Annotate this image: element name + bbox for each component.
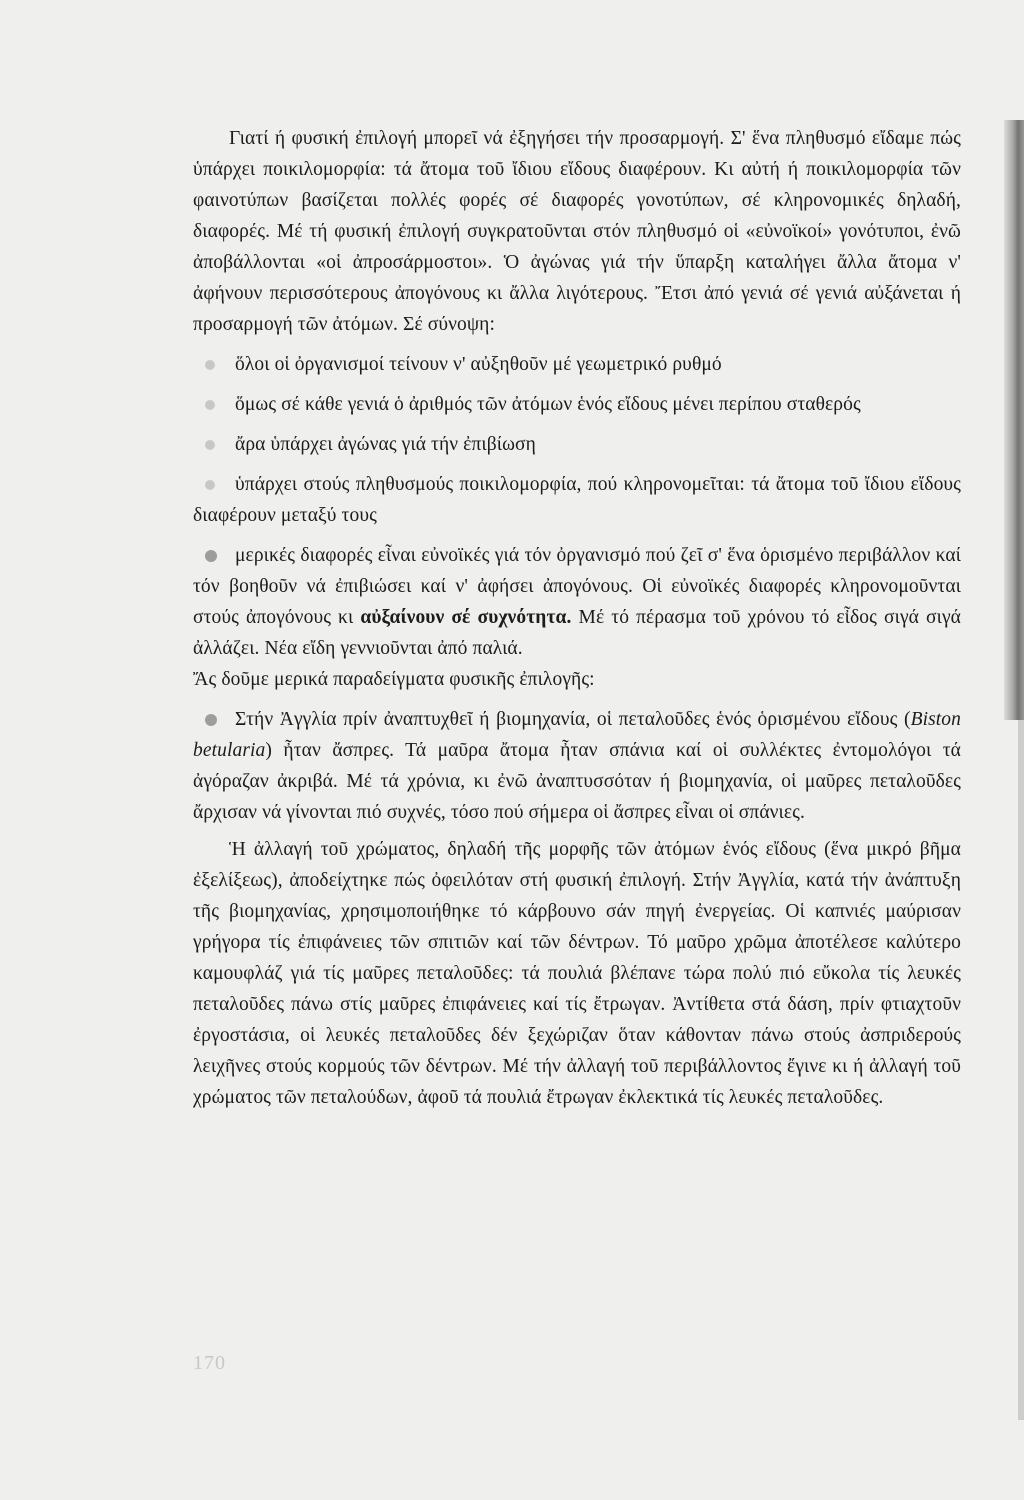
- bullet-dot-icon: [205, 714, 217, 726]
- bullet-dot-icon: [205, 360, 215, 370]
- bullet-dot-icon: [205, 400, 215, 410]
- bullet-4: ὑπάρχει στούς πληθυσμούς ποικιλομορφία, πού κληρονομεῖται: τά ἄτομα τοῦ ἴδιου εἴδους διαφέρουν μεταξύ τους: [193, 474, 961, 526]
- examples-intro: Ἄς δοῦμε μερικά παραδείγματα φυσικῆς ἐπιλογῆς:: [193, 669, 595, 690]
- body-text: [193, 123, 961, 1113]
- page-edge-shadow-lower: [1018, 720, 1024, 1420]
- emphasis-text: αὐξαίνουν σέ συχνότητα.: [360, 607, 572, 628]
- intro-paragraph: Γιατί ή φυσική ἐπιλογή μπορεῖ νά ἐξηγήσει τήν προσαρμογή. Σ' ἕνα πληθυσμό εἴδαμε πώς ὑπάρχει ποικιλομορφία: τά ἄτομα τοῦ ἴδιου εἴδους διαφέρουν. Κι αὐτή ή ποικιλομορφία τῶν φαινοτύπων βασίζεται πολλές φορές σέ διαφορές γονοτύπων, σέ κληρονομικές δηλαδή, διαφορές. Μέ τή φυσική ἐπιλογή συγκρατοῦνται στόν πληθυσμό οἱ «εὐνοϊκοί» γονότυποι, ἐνῶ ἀποβάλλονται «οἱ ἀπροσάρμοστοι». Ὁ ἀγώνας γιά τήν ὕπαρξη καταλήγει ἄλλα ἄτομα ν' ἀφήνουν περισσότερους ἀπογόνους κι ἄλλα λιγότερους. Ἔτσι ἀπό γενιά σέ γενιά αὐξάνεται ή προσαρμογή τῶν ἀτόμων. Σέ σύνοψη:: [193, 128, 961, 335]
- bullet-dot-icon: [205, 440, 215, 450]
- bullet-5: μερικές διαφορές εἶναι εὐνοϊκές γιά τόν ὀργανισμό πού ζεῖ σ' ἕνα ὁρισμένο περιβάλλον καί τόν βοηθοῦν νά ἐπιβιώσει καί ν' ἀφήσει ἀπογόνους. Οἱ εὐνοϊκές διαφορές κληρονομοῦνται στούς ἀπογόνους κι αὐξαίνουν σέ συχνότητα. Μέ τό πέρασμα τοῦ χρόνου τό εἶδος σιγά σιγά ἀλλάζει. Νέα εἴδη γεννιοῦνται ἀπό παλιά.: [193, 545, 961, 659]
- bullet-3: ἄρα ὑπάρχει ἀγώνας γιά τήν ἐπιβίωση: [193, 429, 961, 460]
- page-edge-shadow: [1004, 120, 1024, 720]
- bullet-2: ὅμως σέ κάθε γενιά ὁ ἀριθμός τῶν ἀτόμων ἑνός εἴδους μένει περίπου σταθερός: [193, 389, 961, 420]
- species-name: Biston betularia: [193, 709, 961, 761]
- closing-paragraph: Ἡ ἀλλαγή τοῦ χρώματος, δηλαδή τῆς μορφῆς τῶν ἀτόμων ἑνός εἴδους (ἕνα μικρό βῆμα ἐξελίξεως), ἀποδείχτηκε πώς ὀφειλόταν στή φυσική ἐπιλογή. Στήν Ἀγγλία, κατά τήν ἀνάπτυξη τῆς βιομηχανίας, χρησιμοποιήθηκε τό κάρβουνο σάν πηγή ἐνεργείας. Οἱ καπνιές μαύρισαν γρήγορα τίς ἐπιφάνειες τῶν σπιτιῶν καί τῶν δέντρων. Τό μαῦρο χρῶμα ἀποτέλεσε καλύτερο καμουφλάζ γιά τίς μαῦρες πεταλοῦδες: τά πουλιά βλέπανε τώρα πολύ πιό εὔκολα τίς λευκές πεταλοῦδες πάνω στίς μαῦρες ἐπιφάνειες καί τίς ἔτρωγαν. Ἀντίθετα στά δάση, πρίν φτιαχτοῦν ἐργοστάσια, οἱ λευκές πεταλοῦδες δέν ξεχώριζαν ὅταν κάθονταν πάνω στούς ἀσπριδερούς λειχῆνες στούς κορμούς τῶν δέντρων. Μέ τήν ἀλλαγή τοῦ περιβάλλοντος ἔγινε κι ή ἀλλαγή τοῦ χρώματος τῶν πεταλούδων, ἀφοῦ τά πουλιά ἔτρωγαν ἐκλεκτικά τίς λευκές πεταλοῦδες.: [193, 839, 961, 1108]
- bullet-dot-icon: [205, 550, 217, 562]
- example-1: Στήν Ἀγγλία πρίν ἀναπτυχθεῖ ή βιομηχανία, οἱ πεταλοῦδες ἑνός ὁρισμένου εἴδους (Biston betularia) ἦταν ἄσπρες. Τά μαῦρα ἄτομα ἦταν σπάνια καί οἱ συλλέκτες ἐντομολόγοι τά ἀγόραζαν ἀκριβά. Μέ τά χρόνια, κι ἐνῶ ἀναπτυσσόταν ή βιομηχανία, οἱ μαῦρες πεταλοῦδες ἄρχισαν νά γίνονται πιό συχνές, τόσο πού σήμερα οἱ ἄσπρες εἶναι οἱ σπάνιες.: [193, 709, 961, 823]
- bullet-1: ὅλοι οἱ ὀργανισμοί τείνουν ν' αὐξηθοῦν μέ γεωμετρικό ρυθμό: [193, 349, 961, 380]
- page-number: 170: [193, 1352, 226, 1374]
- bullet-dot-icon: [205, 480, 215, 490]
